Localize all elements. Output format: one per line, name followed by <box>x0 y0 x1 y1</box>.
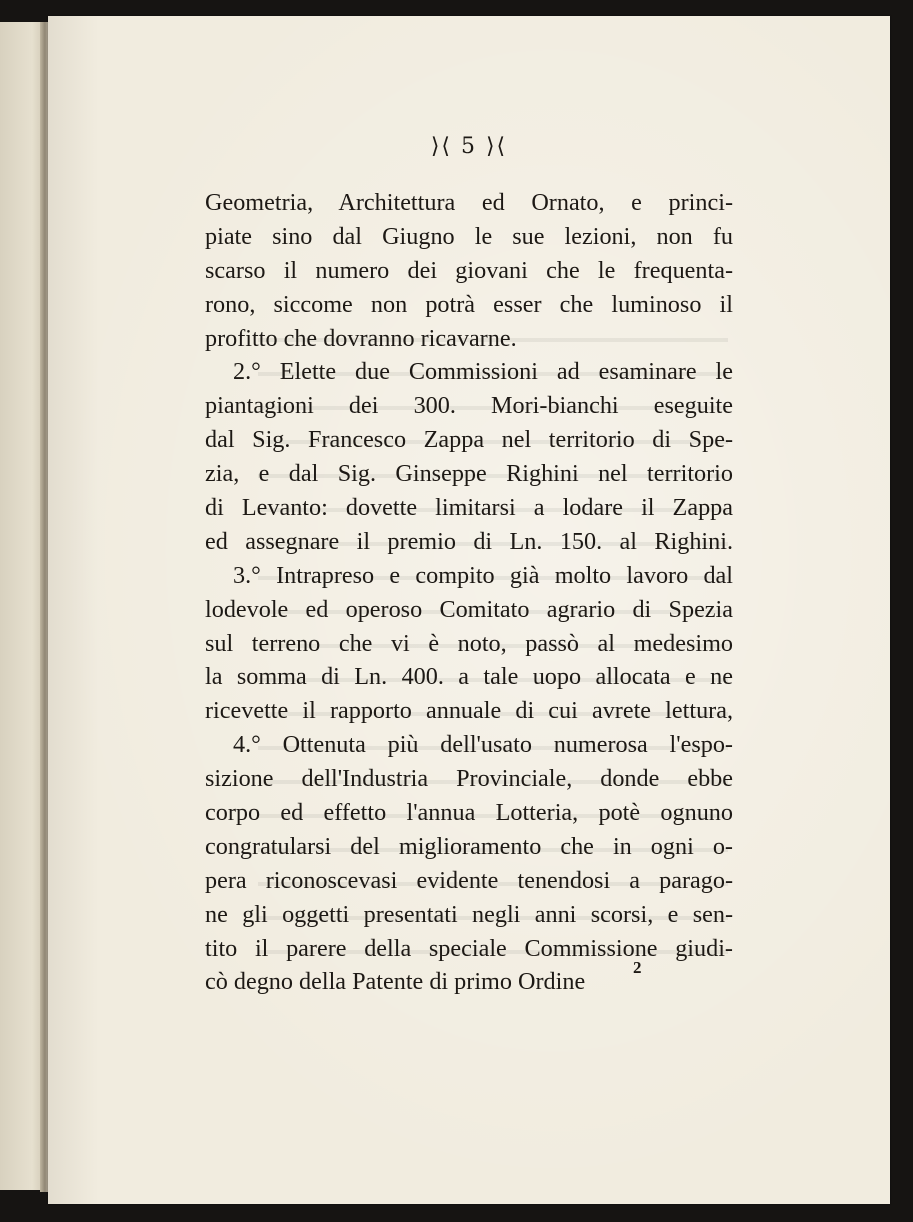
text-line: rono, siccome non potrà esser che luminoso il <box>205 290 733 318</box>
text-line: Geometria, Architettura ed Ornato, e princi- <box>205 189 733 216</box>
text-line: corpo ed effetto l'annua Lotteria, potè ognuno <box>205 799 733 827</box>
text-line: 2.° Elette due Commissioni ad esaminare le <box>233 358 733 386</box>
body-text <box>205 186 733 999</box>
text-line: zia, e dal Sig. Ginseppe Righini nel territorio <box>205 460 733 488</box>
text-line: 4.° Ottenuta più dell'usato numerosa l'espo- <box>233 731 733 759</box>
text-line: lodevole ed operoso Comitato agrario di Spezia <box>205 595 733 623</box>
text-line: ed assegnare il premio di Ln. 150. al Righini. <box>205 527 733 555</box>
text-line: di Levanto: dovette limitarsi a lodare il Zappa <box>205 494 733 522</box>
text-line: scarso il numero dei giovani che le frequenta- <box>205 256 733 284</box>
text-line: pera riconoscevasi evidente tenendosi a parago- <box>205 866 733 894</box>
signature-mark: 2 <box>633 958 642 977</box>
text-line: sul terreno che vi è noto, passò al medesimo <box>205 629 733 657</box>
text-line: 3.° Intrapreso e compito già molto lavoro dal <box>233 561 733 589</box>
text-line: la somma di Ln. 400. a tale uopo allocata e ne <box>205 663 733 691</box>
text-line: profitto che dovranno ricavarne. <box>205 324 517 352</box>
text-line: piantagioni dei 300. Mori-bianchi eseguite <box>205 392 733 420</box>
text-line: ne gli oggetti presentati negli anni scorsi, e sen- <box>205 900 733 928</box>
text-line: sizione dell'Industria Provinciale, donde ebbe <box>205 765 733 793</box>
text-line: dal Sig. Francesco Zappa nel territorio di Spe- <box>205 426 733 454</box>
book-page <box>48 16 890 1204</box>
text-line: cò degno della Patente di primo Ordine <box>205 968 586 996</box>
text-line: tito il parere della speciale Commissione giudi- <box>205 934 733 962</box>
text-line: congratularsi del miglioramento che in ogni o- <box>205 832 733 860</box>
text-line: piate sino dal Giugno le sue lezioni, non fu <box>205 222 733 250</box>
page-number-header: ⟩⟨ 5 ⟩⟨ <box>430 134 508 159</box>
text-line: ricevette il rapporto annuale di cui avrete lettura, <box>205 697 733 725</box>
